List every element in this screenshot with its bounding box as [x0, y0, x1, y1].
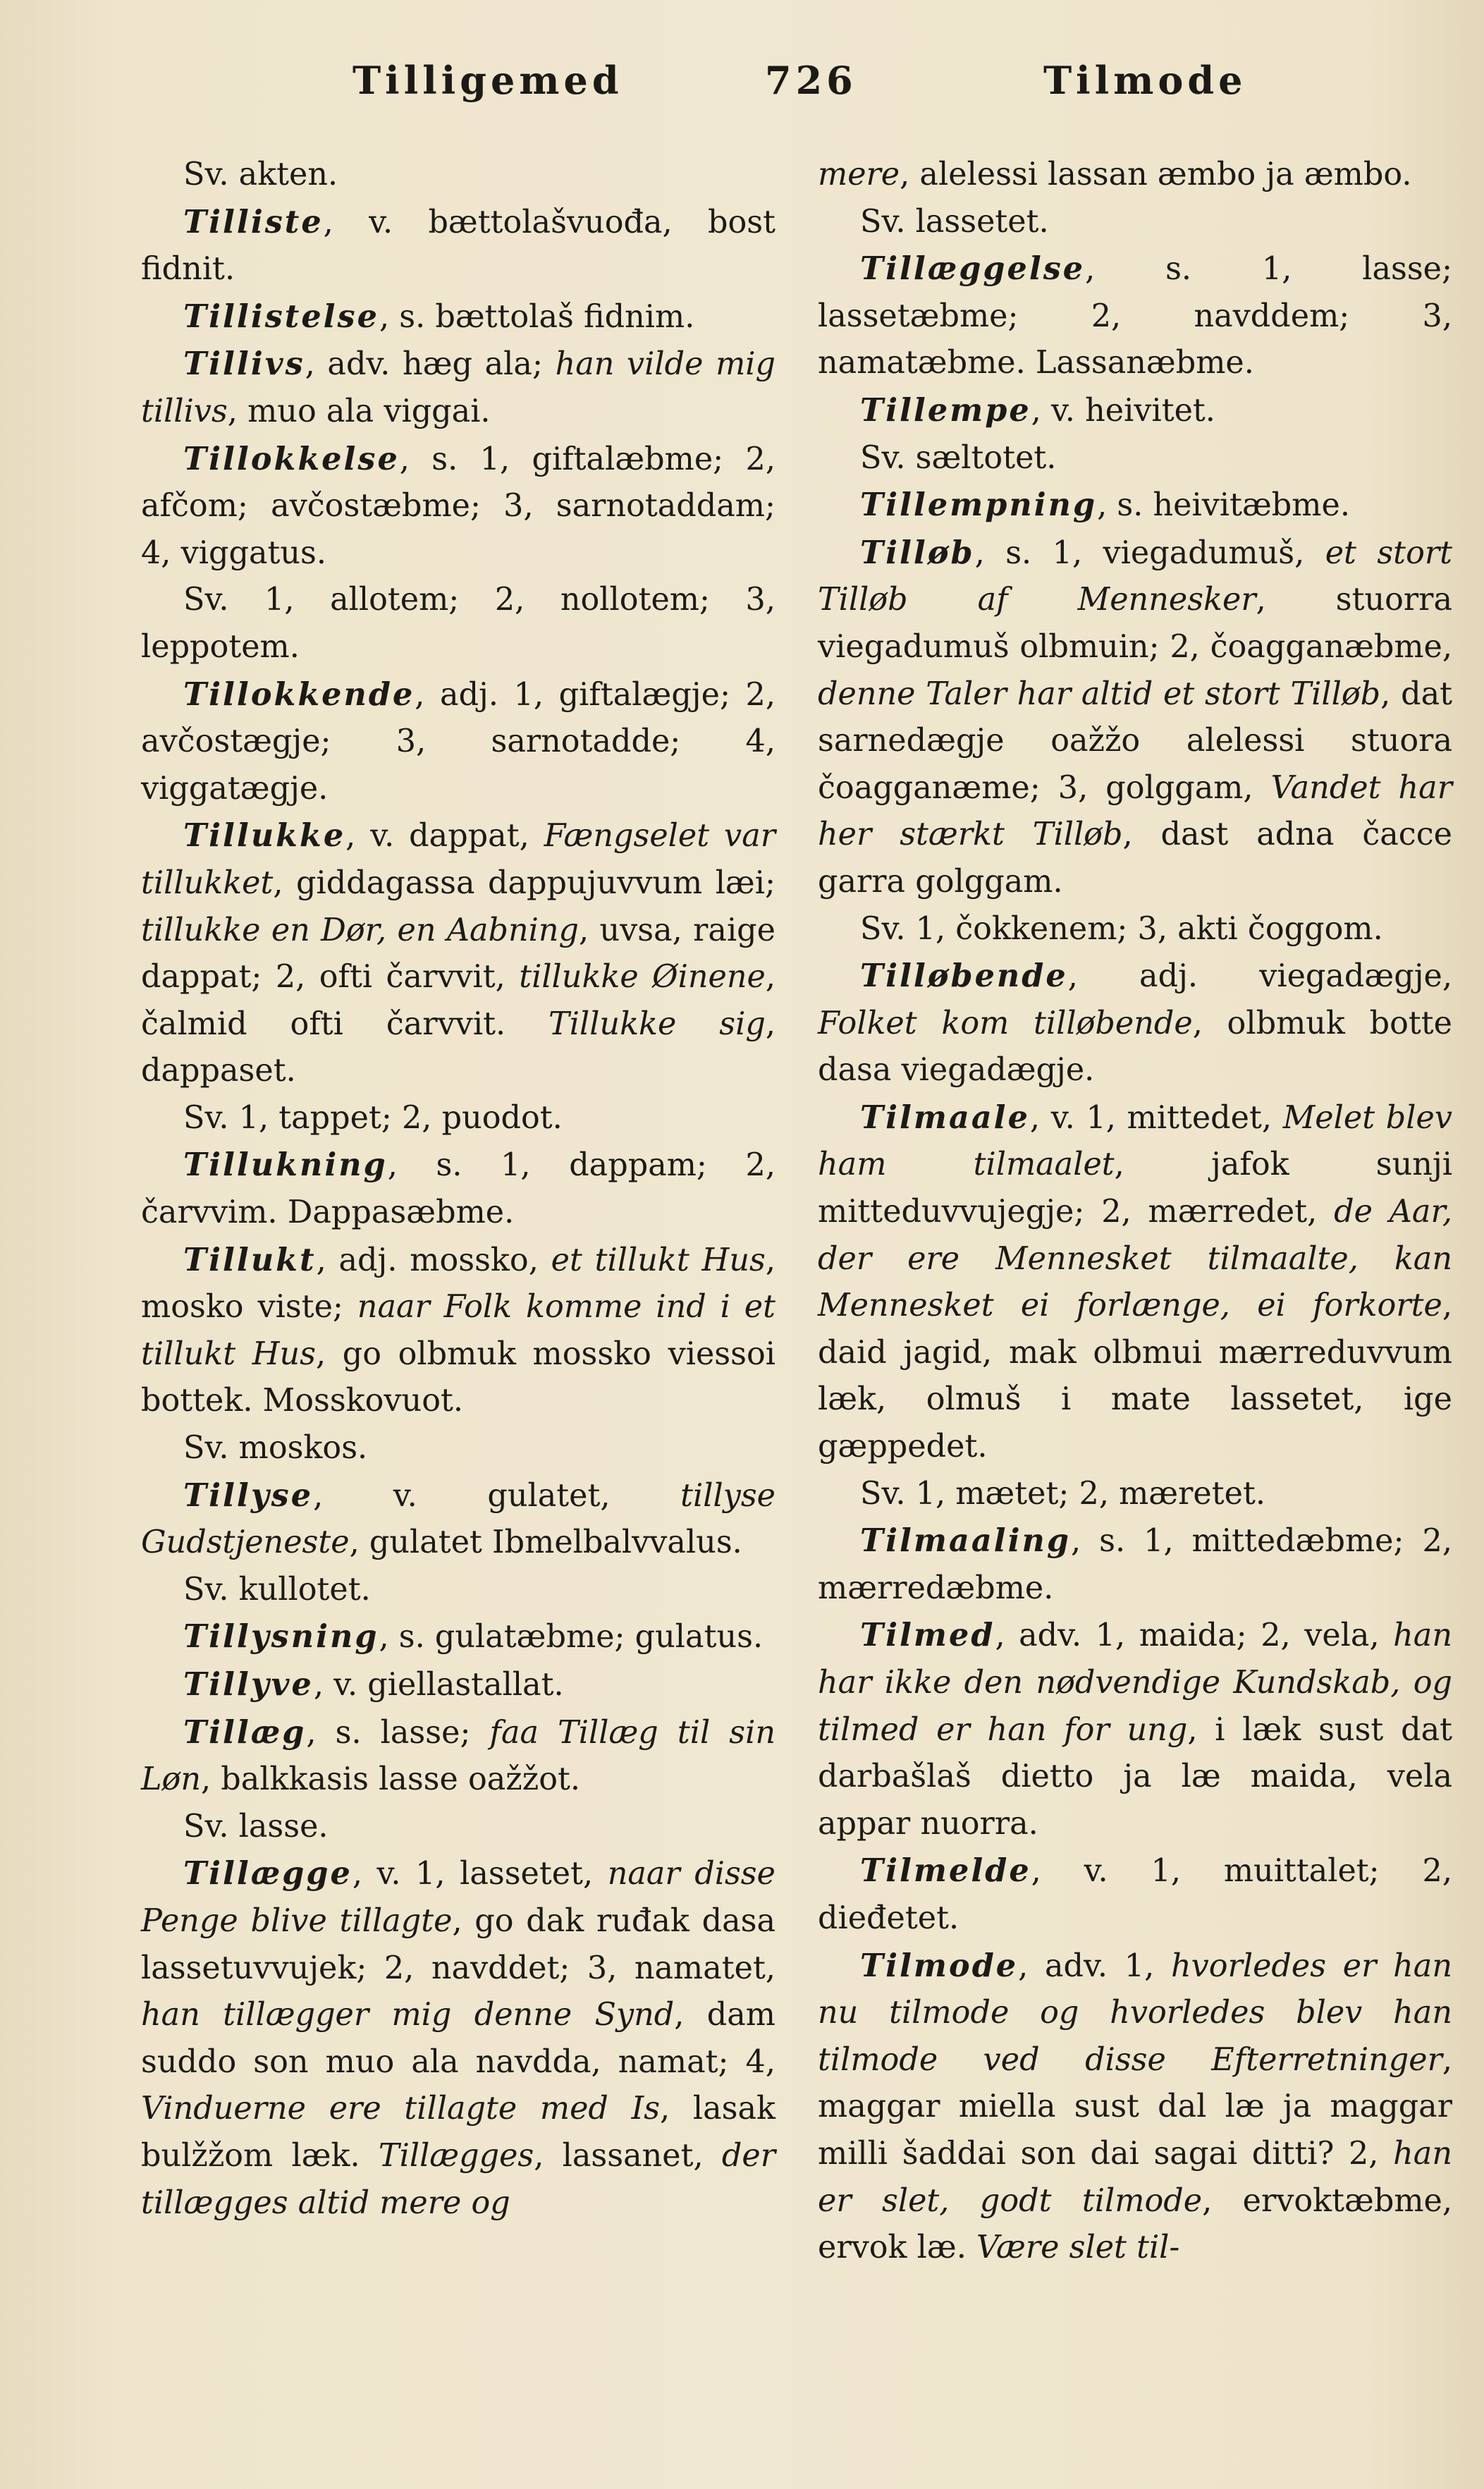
dictionary-entry: [141, 812, 775, 1095]
entry-text: , dappaset.: [141, 1005, 775, 1089]
entry-headword: Tilmode: [860, 1947, 1019, 1984]
entry-headword: Tillyse: [183, 1476, 314, 1514]
example-phrase: de Aar, der ere Mennesket tilmaalte, kan Mennesket ei forlænge, ei forkorte: [818, 1194, 1452, 1324]
example-phrase: han tillægger mig denne Synd: [141, 1997, 675, 2034]
dictionary-entry: [818, 387, 1452, 435]
entry-text: , s. 1, dappam; 2, čarvvim. Dappasæbme.: [141, 1147, 775, 1231]
header-right-guide-word: Tilmode: [1043, 58, 1247, 103]
example-phrase: Tillægges: [378, 2137, 534, 2174]
entry-text: , v. dappat,: [345, 818, 544, 855]
entry-text: , s. heivitæbme.: [1097, 487, 1350, 524]
entry-headword: Tilmelde: [860, 1852, 1031, 1890]
example-phrase: et tillukt Hus: [551, 1242, 766, 1278]
page-number: 726: [765, 58, 857, 103]
example-phrase: Vandet har her stærkt Tilløb: [818, 769, 1452, 853]
dictionary-entry: [818, 199, 1452, 246]
example-phrase: faa Tillæg til sin Løn: [141, 1714, 775, 1798]
dictionary-entry: [141, 199, 775, 293]
entry-text: , maggar miella sust dal læ ja maggar milli šaddai son dai sagai ditti? 2,: [818, 2041, 1452, 2172]
entry-text: Sv. lassetet.: [860, 203, 1049, 240]
entry-text: , gulatet Ibmelbalvvalus.: [349, 1524, 742, 1561]
entry-text: , daid jagid, mak olbmui mærreduvvum læk, olmuš i mate lassetet, ige gæppedet.: [818, 1288, 1452, 1465]
dictionary-entry: [818, 953, 1452, 1094]
entry-text: , s. bættolaš fidnim.: [379, 298, 695, 335]
entry-text: , jafok sunji mitteduvvujegje; 2, mærredet,: [818, 1146, 1452, 1230]
entry-text: , muo ala viggai.: [227, 393, 491, 429]
dictionary-entry: [141, 1567, 775, 1614]
example-phrase: hvorledes er han nu tilmode og hvorledes blev han tilmode ved disse Efterretninger: [818, 1947, 1452, 2078]
entry-text: , dam suddo son muo ala navdda, namat; 4,: [141, 1997, 775, 2080]
entry-text: , v. gulatet,: [313, 1477, 681, 1514]
dictionary-entry: [818, 1471, 1452, 1518]
entry-text: , lasak bulžžom læk.: [141, 2091, 776, 2174]
header-left-guide-word: Tilligemed: [352, 58, 623, 103]
dictionary-entry: [818, 435, 1452, 482]
entry-text: , v. 1, lassetet,: [352, 1856, 608, 1892]
entry-text: , v. 1, muittalet; 2, dieđetet.: [818, 1853, 1452, 1936]
entry-text: Sv. 1, tappet; 2, puodot.: [183, 1099, 563, 1136]
dictionary-entry: [141, 1613, 775, 1661]
entry-text: , dast adna čacce garra golggam.: [818, 817, 1452, 900]
example-phrase: denne Taler har altid et stort Tilløb: [818, 675, 1381, 712]
entry-text: , v. giellastallat.: [313, 1667, 564, 1703]
entry-headword: Tillæg: [183, 1713, 307, 1751]
entry-text: , lassanet,: [534, 2137, 722, 2174]
dictionary-entry: [818, 1517, 1452, 1612]
example-phrase: tillyse Gudstjeneste: [141, 1477, 775, 1561]
entry-text: Sv. kullotet.: [183, 1571, 371, 1608]
entry-text: Sv. moskos.: [183, 1430, 368, 1467]
entry-text: , s. gulatæbme; gulatus.: [379, 1619, 764, 1656]
entry-headword: Tillokkelse: [183, 440, 400, 477]
dictionary-entry: [141, 341, 775, 435]
example-phrase: han vilde mig tillivs: [141, 346, 775, 429]
dictionary-entry: [141, 1237, 775, 1425]
example-phrase: Melet blev ham tilmaalet: [818, 1099, 1452, 1183]
dictionary-entry: [818, 482, 1452, 530]
entry-text: , go olbmuk mossko viessoi bottek. Mosskovuot.: [141, 1335, 775, 1419]
entry-headword: Tilmaaling: [860, 1522, 1071, 1560]
entry-headword: Tilmed: [860, 1617, 995, 1654]
entry-text: , stuorra viegadumuš olbmuin; 2, čoagganæbme,: [818, 582, 1452, 665]
entry-text: Sv. akten.: [183, 157, 338, 192]
entry-text: , mosko viste;: [141, 1242, 775, 1326]
dictionary-entry: [141, 671, 775, 813]
dictionary-entry: [141, 1425, 775, 1472]
entry-text: , adj. mossko,: [316, 1242, 551, 1278]
entry-text: , s. 1, mittedæbme; 2, mærredæbme.: [818, 1523, 1452, 1606]
entry-text: , go dak ruđak dasa lassetuvvujek; 2, navddet; 3, namatet,: [141, 1902, 775, 1986]
example-phrase: tillukke Øinene: [519, 959, 766, 996]
example-phrase: han har ikke den nødvendige Kundskab, og tilmed er han for ung: [818, 1617, 1452, 1748]
example-phrase: tillukke en Dør, en Aabning: [141, 912, 580, 948]
dictionary-entry: [141, 1850, 775, 2227]
entry-headword: Tillysning: [183, 1618, 379, 1656]
entry-text: , alelessi lassan æmbo ja æmbo.: [900, 157, 1412, 192]
running-header: [0, 51, 1484, 114]
dictionary-entry: [818, 1612, 1452, 1847]
entry-headword: Tillukke: [183, 817, 346, 855]
dictionary-entry: [818, 152, 1452, 199]
entry-text: , v. bættolašvuođa, bost fidnit.: [141, 204, 775, 288]
example-phrase: et stort Tilløb af Mennesker: [818, 534, 1453, 618]
dictionary-entry: [141, 1661, 775, 1709]
entry-text: , adv. 1, maida; 2, vela,: [995, 1617, 1394, 1654]
entry-headword: Tillyve: [183, 1666, 314, 1703]
example-phrase: Folket kom tilløbende: [818, 1005, 1193, 1041]
entry-headword: Tilløbende: [860, 958, 1068, 995]
entry-headword: Tillokkende: [183, 675, 415, 713]
entry-headword: Tilmaale: [860, 1099, 1030, 1136]
dictionary-entry: [818, 906, 1452, 953]
entry-text: Sv. 1, mætet; 2, mæretet.: [860, 1475, 1265, 1512]
entry-text: , olbmuk botte dasa viegadægje.: [818, 1005, 1452, 1089]
entry-text: , balkkasis lasse oažžot.: [201, 1761, 581, 1798]
example-phrase: naar disse Penge blive tillagte: [141, 1856, 775, 1939]
example-phrase: mere: [818, 157, 900, 192]
dictionary-entry: [141, 577, 775, 671]
example-phrase: naar Folk komme ind i et tillukt Hus: [141, 1289, 775, 1372]
example-phrase: han er slet, godt tilmode: [818, 2135, 1452, 2219]
entry-text: Sv. lasse.: [183, 1808, 329, 1845]
dictionary-entry: [141, 1142, 775, 1236]
entry-text: , i læk sust dat darbašlaš dietto ja læ maida, vela appar nuorra.: [818, 1711, 1452, 1842]
entry-headword: Tillægge: [183, 1855, 352, 1892]
example-phrase: Være slet til-: [976, 2230, 1180, 2266]
entry-text: , čalmid ofti čarvvit.: [141, 959, 775, 1042]
entry-text: , uvsa, raige dappat; 2, ofti čarvvit,: [141, 912, 775, 996]
dictionary-entry: [818, 1943, 1452, 2272]
entry-text: , s. 1, viegadumuš,: [974, 534, 1325, 571]
entry-text: , v. 1, mittedet,: [1029, 1099, 1283, 1136]
entry-text: Sv. 1, čokkenem; 3, akti čoggom.: [860, 910, 1383, 947]
entry-text: , adj. viegadægje,: [1067, 958, 1452, 995]
dictionary-entry: [141, 1709, 775, 1804]
entry-headword: Tillukt: [183, 1241, 317, 1278]
example-phrase: der tillægges altid mere og: [141, 2137, 775, 2221]
entry-text: Sv. sæltotet.: [860, 439, 1057, 476]
entry-headword: Tillukning: [183, 1146, 388, 1184]
example-phrase: Vinduerne ere tillagte med Is: [141, 2091, 661, 2127]
dictionary-entry: [818, 1094, 1452, 1471]
entry-text: Sv. 1, allotem; 2, nollotem; 3, leppotem.: [141, 582, 775, 665]
dictionary-entry: [818, 1847, 1452, 1942]
entry-headword: Tillempning: [860, 487, 1098, 524]
left-column: [141, 152, 775, 2227]
dictionary-entry: [141, 293, 775, 341]
entry-headword: Tilliste: [183, 203, 324, 240]
dictionary-entry: [141, 1804, 775, 1851]
example-phrase: Fængselet var tillukket: [141, 818, 775, 901]
entry-text: , adv. 1,: [1018, 1947, 1171, 1984]
example-phrase: Tillukke sig: [548, 1005, 766, 1042]
dictionary-entry: [141, 152, 775, 199]
right-column: [818, 152, 1452, 2272]
dictionary-entry: [141, 436, 775, 577]
entry-headword: Tillempe: [860, 391, 1031, 429]
entry-headword: Tillæggelse: [860, 250, 1086, 288]
entry-text: , dat sarnedægje oažžo alelessi stuora čoagganæme; 3, golggam,: [818, 675, 1452, 806]
dictionary-entry: [141, 1095, 775, 1142]
entry-headword: Tilløb: [860, 534, 975, 571]
dictionary-entry: [141, 1472, 775, 1567]
entry-text: , s. lasse;: [306, 1714, 490, 1751]
entry-headword: Tillistelse: [183, 298, 379, 335]
entry-text: , ervoktæbme, ervok læ.: [818, 2182, 1452, 2266]
entry-text: , s. 1, giftalæbme; 2, afčom; avčostæbme; 3, sarnotaddam; 4, viggatus.: [141, 441, 775, 571]
dictionary-entry: [818, 530, 1452, 906]
entry-text: , adj. 1, giftalægje; 2, avčostægje; 3, sarnotadde; 4, viggatægje.: [141, 676, 775, 807]
entry-headword: Tillivs: [183, 345, 305, 383]
entry-text: , s. 1, lasse; lassetæbme; 2, navddem; 3, namatæbme. Lassanæbme.: [818, 251, 1452, 381]
entry-text: , giddagassa dappujuvvum læi;: [273, 864, 775, 901]
entry-text: , v. heivitet.: [1031, 392, 1215, 429]
dictionary-entry: [818, 245, 1452, 387]
entry-text: , adv. hæg ala;: [305, 346, 556, 383]
